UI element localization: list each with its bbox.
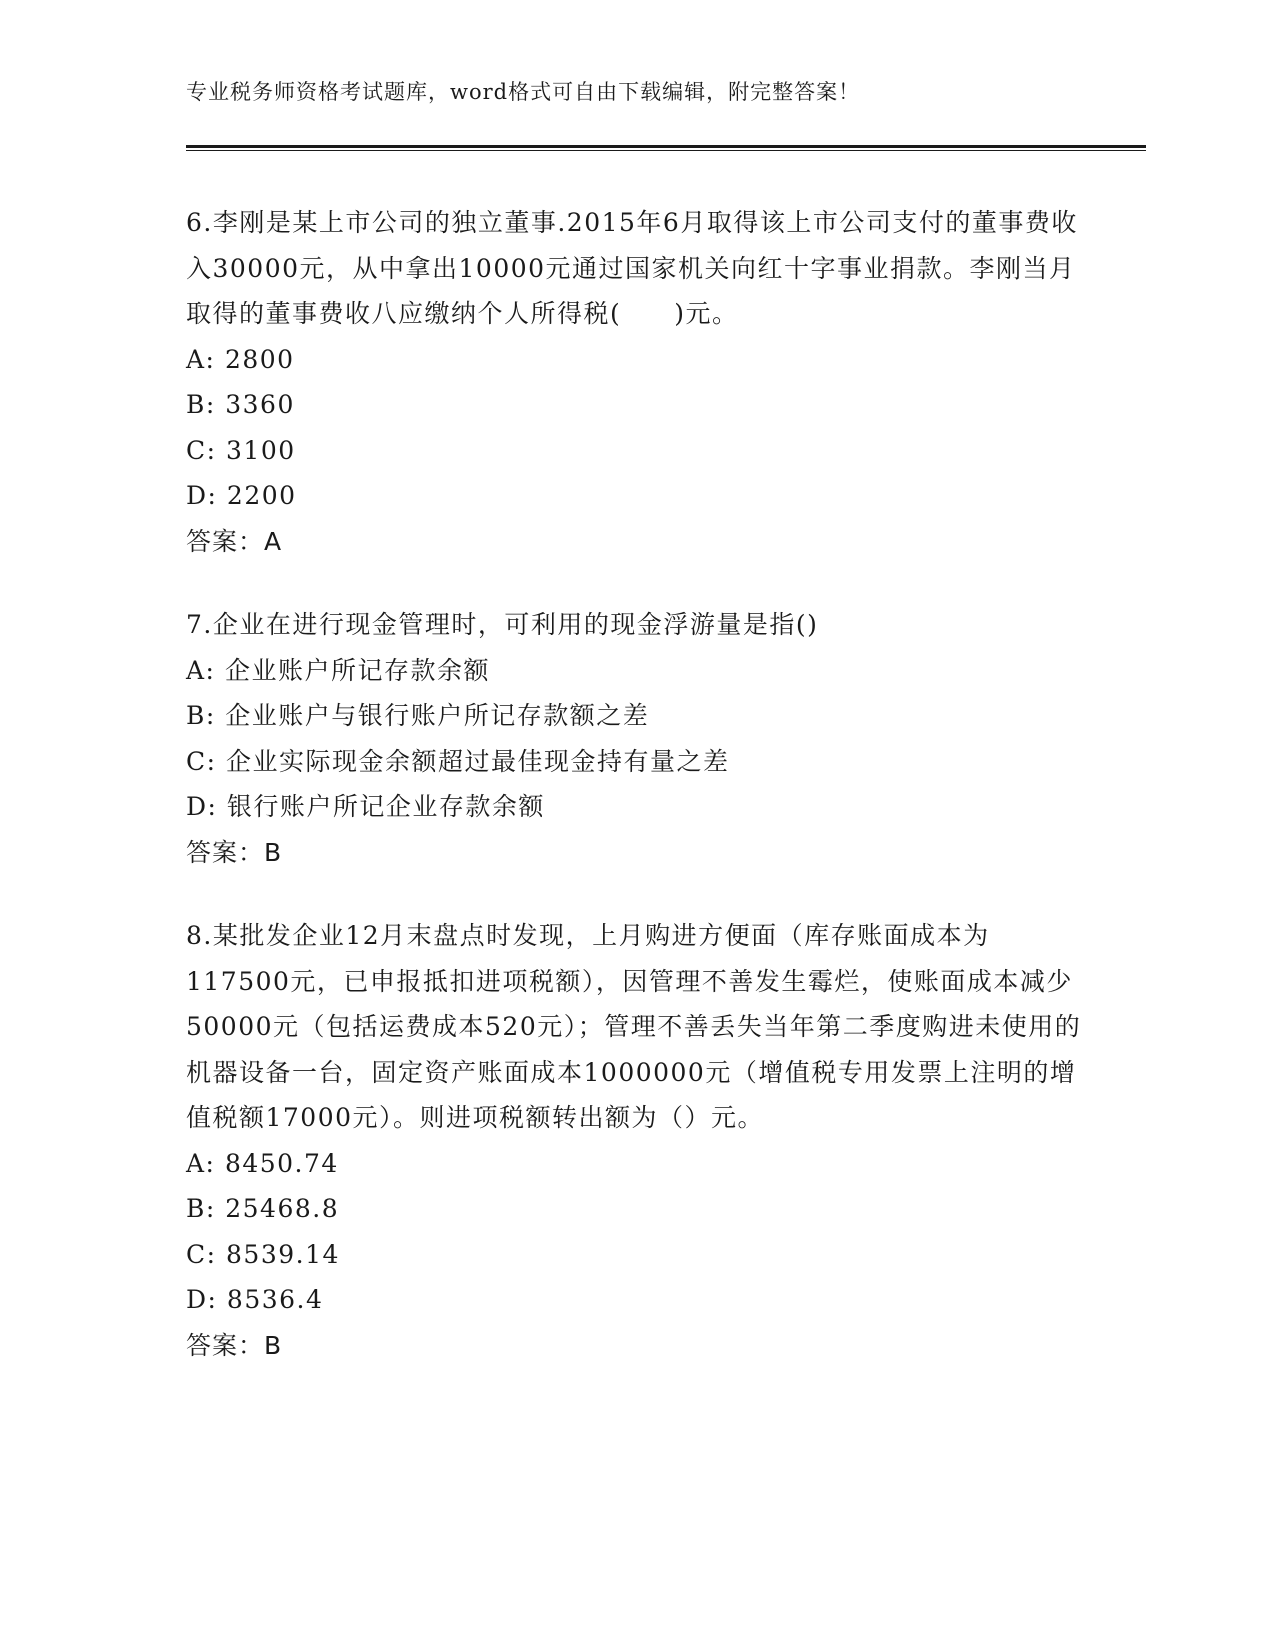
option-text: 3100 — [226, 435, 296, 465]
answer-value: A — [264, 526, 283, 556]
option-text: 企业账户所记存款余额 — [224, 655, 490, 685]
header-rule-thin — [186, 150, 1146, 151]
option-key: B: — [186, 390, 216, 419]
option-c — [186, 428, 1086, 474]
option-key: D: — [186, 481, 218, 510]
option-b — [186, 382, 1086, 428]
option-key: D: — [186, 792, 218, 821]
page-header: 专业税务师资格考试题库，word格式可自由下载编辑，附完整答案！ — [186, 80, 861, 104]
option-key: C: — [186, 746, 217, 776]
option-text: 8450.74 — [224, 1148, 339, 1178]
option-d — [186, 1277, 1086, 1323]
answer-label: 答案： — [186, 526, 265, 556]
answer-value: B — [264, 837, 283, 867]
question-8 — [186, 913, 1086, 1368]
option-b — [186, 1186, 1086, 1232]
option-key: B: — [186, 1194, 216, 1223]
option-c — [186, 1232, 1086, 1278]
answer-value: B — [264, 1330, 283, 1360]
option-text: 企业实际现金余额超过最佳现金持有量之差 — [226, 746, 730, 776]
option-c — [186, 739, 1086, 785]
option-key: C: — [186, 1239, 217, 1269]
answer-label: 答案： — [186, 837, 265, 867]
option-key: C: — [186, 435, 217, 465]
question-6 — [186, 200, 1086, 564]
answer-line — [186, 830, 1086, 876]
question-stem: 6.李刚是某上市公司的独立董事.2015年6月取得该上市公司支付的董事费收入30000元，从中拿出10000元通过国家机关向红十字事业捐款。李刚当月取得的董事费收八应缴纳个人所得税( )元。 — [186, 208, 1078, 328]
option-a — [186, 648, 1086, 694]
option-text: 银行账户所记企业存款余额 — [226, 792, 545, 821]
option-text: 3360 — [225, 390, 295, 419]
answer-label: 答案： — [186, 1330, 265, 1360]
option-key: A: — [186, 655, 216, 685]
option-key: A: — [186, 1148, 216, 1178]
option-text: 企业账户与银行账户所记存款额之差 — [225, 701, 650, 730]
question-list — [186, 200, 1086, 1406]
option-text: 8536.4 — [226, 1285, 324, 1314]
option-a — [186, 337, 1086, 383]
option-text: 25468.8 — [225, 1194, 340, 1223]
option-key: A: — [186, 344, 216, 374]
option-text: 2200 — [226, 481, 297, 510]
question-stem: 7.企业在进行现金管理时，可利用的现金浮游量是指() — [186, 610, 819, 639]
option-d — [186, 473, 1086, 519]
option-key: D: — [186, 1285, 218, 1314]
answer-line — [186, 1323, 1086, 1369]
option-text: 8539.14 — [226, 1239, 340, 1269]
option-d — [186, 784, 1086, 830]
option-text: 2800 — [224, 344, 295, 374]
question-stem: 8.某批发企业12月末盘点时发现，上月购进方便面（库存账面成本为117500元，已申报抵扣进项税额），因管理不善发生霉烂，使账面成本减少50000元（包括运费成本520元）；管理不善丢失当年第二季度购进未使用的机器设备一台，固定资产账面成本1000000元（增值税专用发票上注明的增值税额17000元）。则进项税额转出额为（）元。 — [186, 921, 1082, 1132]
answer-line — [186, 519, 1086, 565]
question-7 — [186, 602, 1086, 875]
option-a — [186, 1141, 1086, 1187]
option-key: B: — [186, 701, 216, 730]
header-rule-thick — [186, 145, 1146, 148]
option-b — [186, 693, 1086, 739]
